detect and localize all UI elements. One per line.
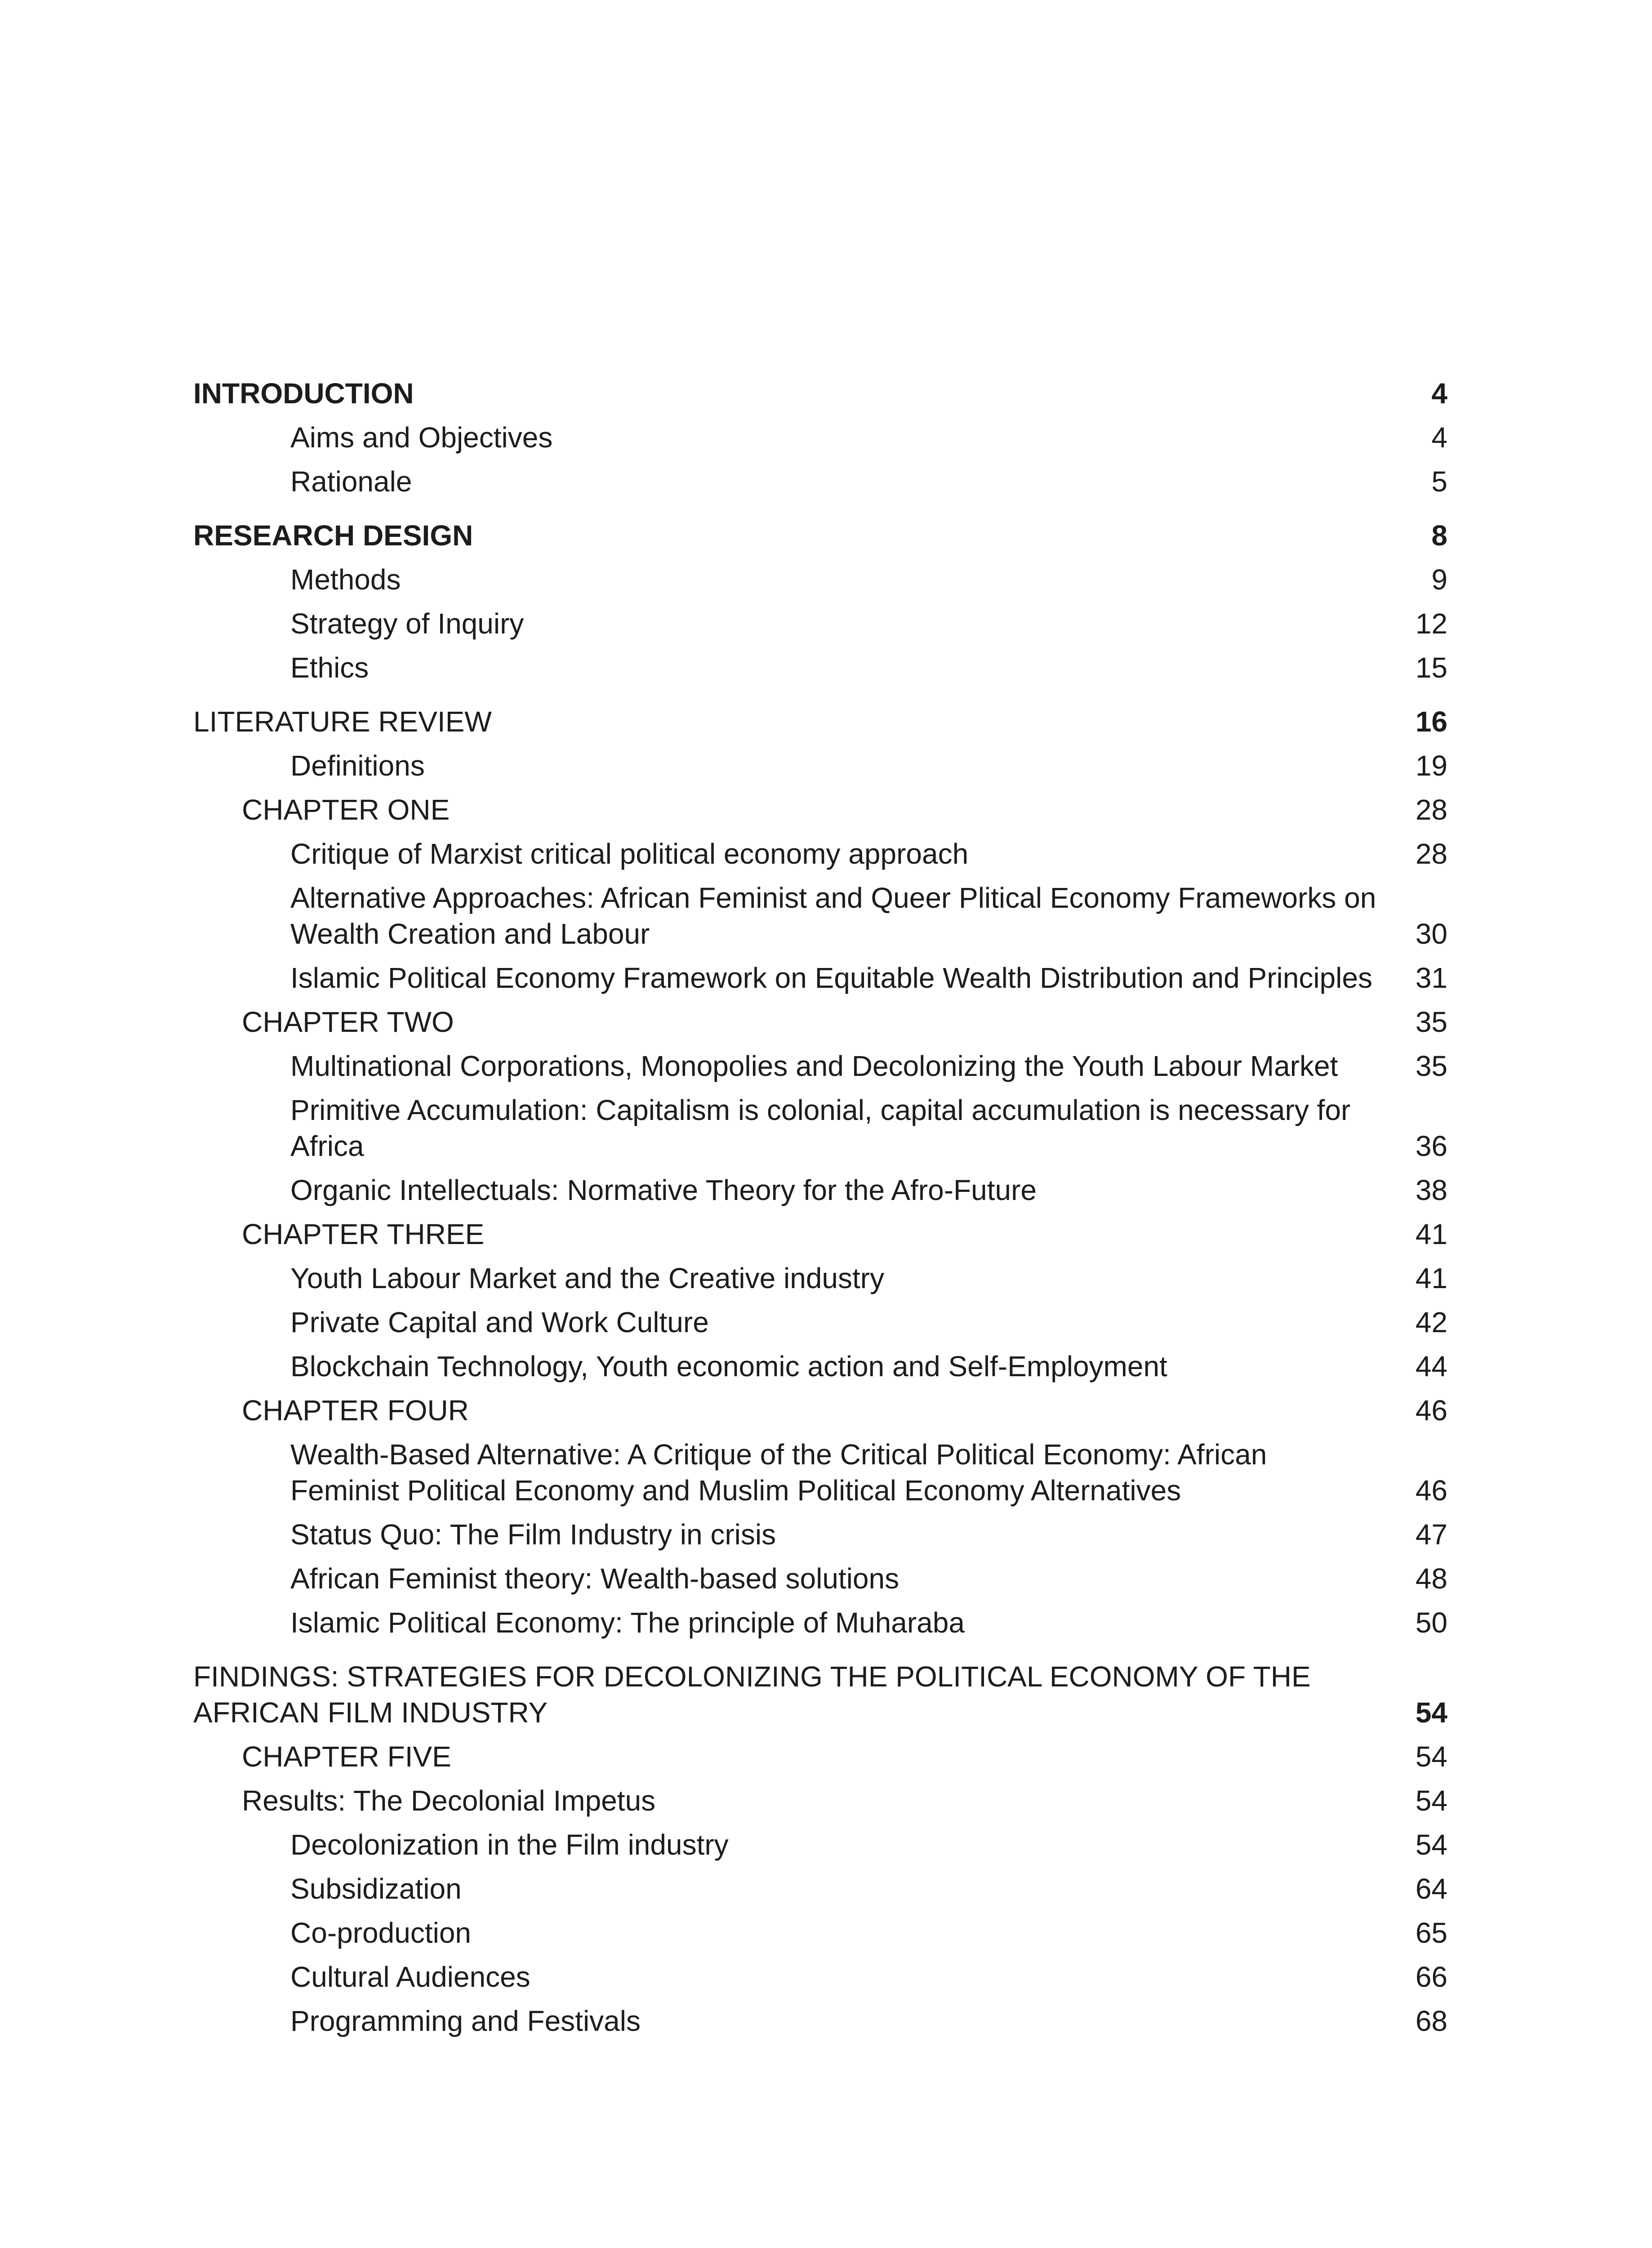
toc-subsection-entry: [193, 419, 1447, 455]
toc-entry-page-number: 4: [1431, 421, 1447, 454]
toc-entry-title: Organic Intellectuals: Normative Theory for the Afro-Future: [290, 1174, 1037, 1206]
toc-entry-title: Multinational Corporations, Monopolies and Decolonizing the Youth Labour Market: [290, 1050, 1338, 1082]
toc-entry-page-number: 19: [1415, 749, 1447, 782]
toc-subsection-entry: [193, 1348, 1447, 1384]
toc-subsection-entry: [193, 960, 1447, 996]
toc-subsection-entry: [193, 1436, 1447, 1508]
toc-entry-page-number: 46: [1415, 1474, 1447, 1507]
toc-subsection-entry: [193, 1048, 1447, 1084]
toc-entry-page-number: 28: [1415, 838, 1447, 870]
toc-subsection-entry: [193, 1561, 1447, 1597]
toc-entry-title: CHAPTER FOUR: [242, 1394, 469, 1427]
toc-entry-page-number: 54: [1415, 1784, 1447, 1817]
toc-subsection-entry: [193, 1260, 1447, 1296]
toc-chapter-entry: [193, 1739, 1447, 1775]
toc-chapter-entry: [193, 1783, 1447, 1819]
toc-subsection-entry: [193, 650, 1447, 686]
toc-entry-page-number: 54: [1415, 1829, 1447, 1861]
toc-entry-title: Results: The Decolonial Impetus: [242, 1784, 656, 1817]
toc-entry-page-number: 35: [1415, 1050, 1447, 1082]
toc-entry-title: Islamic Political Economy Framework on Equitable Wealth Distribution and Principles: [290, 962, 1372, 994]
toc-entry-page-number: 41: [1415, 1262, 1447, 1294]
toc-entry-title: CHAPTER TWO: [242, 1006, 454, 1038]
toc-entry-title: Status Quo: The Film Industry in crisis: [290, 1518, 776, 1551]
toc-section-entry: [193, 375, 1447, 411]
toc-entry-page-number: 12: [1415, 607, 1447, 640]
toc-subsection-entry: [193, 1517, 1447, 1552]
toc-entry-page-number: 30: [1415, 918, 1447, 950]
toc-entry-title: LITERATURE REVIEW: [193, 705, 492, 738]
toc-subsection-entry: [193, 606, 1447, 642]
toc-subsection-entry: [193, 880, 1447, 952]
toc-entry-page-number: 64: [1415, 1873, 1447, 1905]
toc-entry-page-number: 35: [1415, 1006, 1447, 1038]
toc-entry-title: CHAPTER FIVE: [242, 1740, 451, 1773]
toc-entry-page-number: 50: [1415, 1606, 1447, 1639]
toc-entry-title: Critique of Marxist critical political economy approach: [290, 838, 969, 870]
toc-entry-page-number: 44: [1415, 1350, 1447, 1383]
toc-subsection-entry: [193, 1915, 1447, 1951]
toc-entry-title: Alternative Approaches: African Feminist and Queer Plitical Economy Frameworks on Wealth Creation and Labour: [290, 882, 1376, 950]
toc-entry-title: Blockchain Technology, Youth economic action and Self-Employment: [290, 1350, 1167, 1383]
toc-entry-title: Primitive Accumulation: Capitalism is colonial, capital accumulation is necessary for Africa: [290, 1094, 1351, 1162]
toc-entry-page-number: 8: [1431, 519, 1447, 552]
toc-subsection-entry: [193, 748, 1447, 784]
toc-entry-title: Private Capital and Work Culture: [290, 1306, 709, 1338]
toc-entry-title: FINDINGS: STRATEGIES FOR DECOLONIZING THE POLITICAL ECONOMY OF THE AFRICAN FILM INDUSTRY: [193, 1660, 1311, 1729]
toc-subsection-entry: [193, 1605, 1447, 1641]
toc-entry-title: Subsidization: [290, 1873, 462, 1905]
toc-entry-title: INTRODUCTION: [193, 377, 414, 410]
toc-entry-page-number: 16: [1415, 705, 1447, 738]
toc-entry-page-number: 15: [1415, 651, 1447, 684]
toc-section-entry: [193, 704, 1447, 740]
toc-entry-title: Youth Labour Market and the Creative industry: [290, 1262, 885, 1294]
toc-entry-title: Wealth-Based Alternative: A Critique of the Critical Political Economy: African Feminist Political Economy and Muslim Political Economy Alternatives: [290, 1438, 1267, 1507]
toc-entry-title: Co-production: [290, 1917, 471, 1949]
toc-entry-title: Islamic Political Economy: The principle of Muharaba: [290, 1606, 965, 1639]
toc-subsection-entry: [193, 562, 1447, 598]
toc-entry-page-number: 5: [1431, 465, 1447, 498]
toc-entry-title: Strategy of Inquiry: [290, 607, 524, 640]
toc-subsection-entry: [193, 1959, 1447, 1995]
toc-chapter-entry: [193, 1216, 1447, 1252]
toc-entry-page-number: 41: [1415, 1218, 1447, 1250]
toc-entry-title: Cultural Audiences: [290, 1961, 530, 1993]
toc-entry-title: Ethics: [290, 651, 369, 684]
toc-subsection-entry: [193, 1172, 1447, 1208]
toc-entry-page-number: 66: [1415, 1961, 1447, 1993]
toc-entry-page-number: 54: [1415, 1740, 1447, 1773]
toc-entry-title: CHAPTER THREE: [242, 1218, 485, 1250]
toc-entry-page-number: 4: [1431, 377, 1447, 410]
toc-entry-page-number: 54: [1415, 1696, 1447, 1729]
table-of-contents: [193, 375, 1447, 2047]
toc-entry-title: Programming and Festivals: [290, 2005, 641, 2037]
toc-entry-page-number: 38: [1415, 1174, 1447, 1206]
toc-entry-page-number: 65: [1415, 1917, 1447, 1949]
toc-subsection-entry: [193, 1304, 1447, 1340]
toc-entry-page-number: 36: [1415, 1130, 1447, 1162]
toc-subsection-entry: [193, 836, 1447, 872]
toc-entry-page-number: 31: [1415, 962, 1447, 994]
toc-entry-title: Aims and Objectives: [290, 421, 553, 454]
toc-section-entry: [193, 517, 1447, 553]
toc-chapter-entry: [193, 1004, 1447, 1040]
toc-entry-title: African Feminist theory: Wealth-based solutions: [290, 1562, 899, 1595]
toc-entry-title: RESEARCH DESIGN: [193, 519, 473, 552]
toc-entry-page-number: 42: [1415, 1306, 1447, 1338]
toc-entry-title: Rationale: [290, 465, 412, 498]
toc-chapter-entry: [193, 792, 1447, 828]
toc-entry-page-number: 46: [1415, 1394, 1447, 1427]
toc-subsection-entry: [193, 1871, 1447, 1907]
toc-entry-title: Definitions: [290, 749, 425, 782]
toc-chapter-entry: [193, 1392, 1447, 1428]
toc-subsection-entry: [193, 1827, 1447, 1863]
toc-subsection-entry: [193, 1092, 1447, 1164]
toc-entry-page-number: 47: [1415, 1518, 1447, 1551]
toc-subsection-entry: [193, 464, 1447, 500]
toc-entry-page-number: 68: [1415, 2005, 1447, 2037]
toc-entry-title: Methods: [290, 563, 401, 596]
toc-entry-page-number: 9: [1431, 563, 1447, 596]
toc-entry-title: CHAPTER ONE: [242, 794, 450, 826]
toc-subsection-entry: [193, 2003, 1447, 2039]
toc-entry-title: Decolonization in the Film industry: [290, 1829, 729, 1861]
toc-section-entry: [193, 1659, 1447, 1731]
toc-entry-page-number: 28: [1415, 794, 1447, 826]
toc-entry-page-number: 48: [1415, 1562, 1447, 1595]
